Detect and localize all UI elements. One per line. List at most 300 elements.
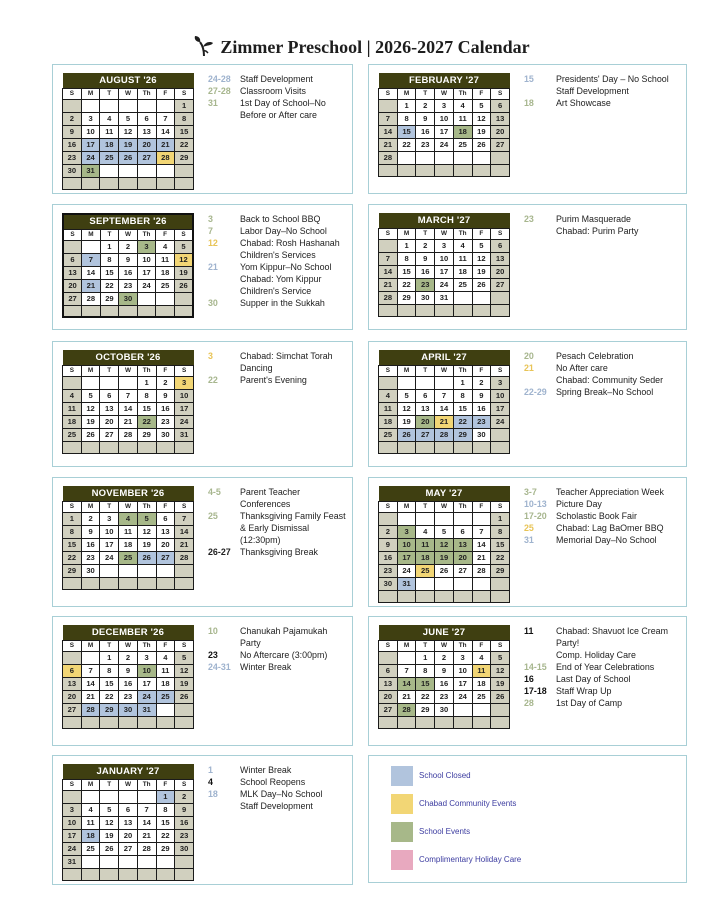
day-cell[interactable]: 30 xyxy=(63,164,82,177)
day-cell[interactable]: 25 xyxy=(81,842,100,855)
day-cell[interactable]: 2 xyxy=(416,239,435,252)
day-cell[interactable]: 23 xyxy=(416,138,435,151)
day-cell[interactable]: 25 xyxy=(119,551,138,564)
day-cell[interactable]: 10 xyxy=(137,664,156,677)
day-cell[interactable]: 4 xyxy=(81,803,100,816)
day-cell[interactable]: 25 xyxy=(472,690,491,703)
day-cell[interactable]: 24 xyxy=(137,690,156,703)
day-cell[interactable]: 9 xyxy=(63,125,82,138)
day-cell[interactable] xyxy=(472,703,491,716)
day-cell[interactable] xyxy=(137,99,156,112)
day-cell[interactable]: 22 xyxy=(491,551,510,564)
day-cell[interactable]: 20 xyxy=(379,690,398,703)
day-cell[interactable]: 26 xyxy=(119,151,138,164)
day-cell[interactable] xyxy=(453,512,472,525)
day-cell[interactable]: 6 xyxy=(156,512,175,525)
day-cell[interactable]: 15 xyxy=(453,402,472,415)
day-cell[interactable]: 4 xyxy=(63,389,82,402)
day-cell[interactable]: 26 xyxy=(100,842,119,855)
day-cell[interactable]: 14 xyxy=(137,816,156,829)
day-cell[interactable]: 5 xyxy=(472,99,491,112)
day-cell[interactable]: 29 xyxy=(156,842,175,855)
day-cell[interactable]: 16 xyxy=(119,266,138,279)
day-cell[interactable]: 16 xyxy=(119,677,138,690)
day-cell[interactable]: 6 xyxy=(416,389,435,402)
day-cell[interactable]: 26 xyxy=(137,551,156,564)
day-cell[interactable]: 21 xyxy=(397,690,416,703)
day-cell[interactable]: 24 xyxy=(63,842,82,855)
day-cell[interactable]: 22 xyxy=(63,551,82,564)
day-cell[interactable]: 19 xyxy=(472,265,491,278)
day-cell[interactable]: 15 xyxy=(156,816,175,829)
day-cell[interactable]: 27 xyxy=(63,703,82,716)
day-cell[interactable] xyxy=(379,512,398,525)
day-cell[interactable]: 1 xyxy=(453,376,472,389)
day-cell[interactable]: 6 xyxy=(137,112,156,125)
day-cell[interactable]: 6 xyxy=(491,239,510,252)
day-cell[interactable]: 12 xyxy=(472,252,491,265)
day-cell[interactable]: 30 xyxy=(175,842,194,855)
day-cell[interactable]: 4 xyxy=(416,525,435,538)
day-cell[interactable]: 10 xyxy=(137,253,156,266)
day-cell[interactable] xyxy=(416,577,435,590)
day-cell[interactable]: 9 xyxy=(472,389,491,402)
day-cell[interactable] xyxy=(100,376,119,389)
day-cell[interactable]: 5 xyxy=(137,512,156,525)
day-cell[interactable]: 9 xyxy=(119,664,138,677)
day-cell[interactable]: 29 xyxy=(453,428,472,441)
day-cell[interactable]: 6 xyxy=(63,664,82,677)
day-cell[interactable]: 21 xyxy=(379,138,398,151)
day-cell[interactable]: 11 xyxy=(81,816,100,829)
day-cell[interactable]: 24 xyxy=(137,279,156,292)
day-cell[interactable]: 8 xyxy=(416,664,435,677)
day-cell[interactable]: 1 xyxy=(397,239,416,252)
day-cell[interactable]: 21 xyxy=(137,829,156,842)
day-cell[interactable]: 1 xyxy=(491,512,510,525)
day-cell[interactable]: 2 xyxy=(472,376,491,389)
day-cell[interactable] xyxy=(379,99,398,112)
day-cell[interactable]: 23 xyxy=(81,551,100,564)
day-cell[interactable]: 18 xyxy=(472,677,491,690)
day-cell[interactable] xyxy=(81,651,100,664)
day-cell[interactable]: 22 xyxy=(397,278,416,291)
day-cell[interactable]: 26 xyxy=(397,428,416,441)
day-cell[interactable]: 17 xyxy=(63,829,82,842)
day-cell[interactable]: 22 xyxy=(100,690,119,703)
day-cell[interactable] xyxy=(156,99,175,112)
day-cell[interactable] xyxy=(416,376,435,389)
day-cell[interactable]: 30 xyxy=(156,428,175,441)
day-cell[interactable]: 24 xyxy=(435,138,454,151)
day-cell[interactable]: 1 xyxy=(397,99,416,112)
day-cell[interactable]: 7 xyxy=(435,389,454,402)
day-cell[interactable]: 28 xyxy=(82,292,101,305)
day-cell[interactable]: 13 xyxy=(119,816,138,829)
day-cell[interactable]: 17 xyxy=(453,677,472,690)
day-cell[interactable]: 31 xyxy=(81,164,100,177)
day-cell[interactable]: 28 xyxy=(175,551,194,564)
day-cell[interactable]: 11 xyxy=(156,253,175,266)
day-cell[interactable] xyxy=(175,855,194,868)
day-cell[interactable] xyxy=(472,577,491,590)
day-cell[interactable]: 7 xyxy=(379,252,398,265)
day-cell[interactable] xyxy=(81,99,100,112)
day-cell[interactable]: 8 xyxy=(397,112,416,125)
day-cell[interactable]: 30 xyxy=(379,577,398,590)
day-cell[interactable] xyxy=(397,151,416,164)
day-cell[interactable]: 20 xyxy=(491,265,510,278)
day-cell[interactable]: 19 xyxy=(397,415,416,428)
day-cell[interactable]: 4 xyxy=(100,112,119,125)
day-cell[interactable]: 31 xyxy=(137,703,156,716)
day-cell[interactable]: 31 xyxy=(435,291,454,304)
day-cell[interactable] xyxy=(100,99,119,112)
day-cell[interactable]: 19 xyxy=(100,829,119,842)
day-cell[interactable]: 19 xyxy=(174,266,193,279)
day-cell[interactable]: 9 xyxy=(435,664,454,677)
day-cell[interactable]: 13 xyxy=(156,525,175,538)
day-cell[interactable]: 22 xyxy=(397,138,416,151)
day-cell[interactable]: 18 xyxy=(156,266,175,279)
day-cell[interactable]: 27 xyxy=(63,292,82,305)
day-cell[interactable]: 27 xyxy=(379,703,398,716)
day-cell[interactable]: 8 xyxy=(397,252,416,265)
day-cell[interactable]: 3 xyxy=(137,240,156,253)
day-cell[interactable]: 23 xyxy=(119,690,138,703)
day-cell[interactable]: 1 xyxy=(63,512,82,525)
day-cell[interactable]: 16 xyxy=(379,551,398,564)
day-cell[interactable]: 7 xyxy=(175,512,194,525)
day-cell[interactable]: 3 xyxy=(453,651,472,664)
day-cell[interactable]: 5 xyxy=(175,651,194,664)
day-cell[interactable]: 30 xyxy=(472,428,491,441)
day-cell[interactable]: 17 xyxy=(175,402,194,415)
day-cell[interactable]: 3 xyxy=(397,525,416,538)
day-cell[interactable]: 4 xyxy=(156,651,175,664)
day-cell[interactable]: 3 xyxy=(63,803,82,816)
day-cell[interactable]: 16 xyxy=(175,816,194,829)
day-cell[interactable]: 5 xyxy=(100,803,119,816)
day-cell[interactable]: 22 xyxy=(156,829,175,842)
day-cell[interactable]: 13 xyxy=(453,538,472,551)
day-cell[interactable]: 5 xyxy=(397,389,416,402)
day-cell[interactable]: 19 xyxy=(491,677,510,690)
day-cell[interactable]: 16 xyxy=(435,677,454,690)
day-cell[interactable]: 7 xyxy=(379,112,398,125)
day-cell[interactable]: 11 xyxy=(119,525,138,538)
day-cell[interactable]: 17 xyxy=(81,138,100,151)
day-cell[interactable]: 8 xyxy=(63,525,82,538)
day-cell[interactable] xyxy=(379,376,398,389)
day-cell[interactable]: 16 xyxy=(81,538,100,551)
day-cell[interactable]: 13 xyxy=(491,112,510,125)
day-cell[interactable]: 10 xyxy=(453,664,472,677)
day-cell[interactable]: 16 xyxy=(416,125,435,138)
day-cell[interactable]: 25 xyxy=(156,279,175,292)
day-cell[interactable]: 28 xyxy=(137,842,156,855)
day-cell[interactable]: 31 xyxy=(63,855,82,868)
day-cell[interactable] xyxy=(453,703,472,716)
day-cell[interactable] xyxy=(156,164,175,177)
day-cell[interactable] xyxy=(119,164,138,177)
day-cell[interactable]: 15 xyxy=(416,677,435,690)
day-cell[interactable]: 27 xyxy=(453,564,472,577)
day-cell[interactable]: 2 xyxy=(379,525,398,538)
day-cell[interactable]: 14 xyxy=(379,125,398,138)
day-cell[interactable]: 6 xyxy=(379,664,398,677)
day-cell[interactable]: 22 xyxy=(137,415,156,428)
day-cell[interactable]: 5 xyxy=(435,525,454,538)
day-cell[interactable] xyxy=(416,512,435,525)
day-cell[interactable]: 11 xyxy=(100,125,119,138)
day-cell[interactable] xyxy=(119,564,138,577)
day-cell[interactable]: 8 xyxy=(100,253,119,266)
day-cell[interactable]: 15 xyxy=(63,538,82,551)
day-cell[interactable]: 21 xyxy=(175,538,194,551)
day-cell[interactable]: 12 xyxy=(174,253,193,266)
day-cell[interactable]: 26 xyxy=(174,279,193,292)
day-cell[interactable]: 9 xyxy=(379,538,398,551)
day-cell[interactable]: 28 xyxy=(156,151,175,164)
day-cell[interactable]: 11 xyxy=(472,664,491,677)
day-cell[interactable] xyxy=(63,790,82,803)
day-cell[interactable]: 14 xyxy=(379,265,398,278)
day-cell[interactable] xyxy=(137,164,156,177)
day-cell[interactable]: 24 xyxy=(397,564,416,577)
day-cell[interactable]: 16 xyxy=(416,265,435,278)
day-cell[interactable]: 22 xyxy=(175,138,194,151)
day-cell[interactable]: 30 xyxy=(435,703,454,716)
day-cell[interactable]: 24 xyxy=(175,415,194,428)
day-cell[interactable]: 7 xyxy=(82,253,101,266)
day-cell[interactable]: 15 xyxy=(175,125,194,138)
day-cell[interactable]: 20 xyxy=(156,538,175,551)
day-cell[interactable] xyxy=(81,790,100,803)
day-cell[interactable]: 7 xyxy=(156,112,175,125)
day-cell[interactable] xyxy=(119,790,138,803)
day-cell[interactable]: 21 xyxy=(82,279,101,292)
day-cell[interactable]: 18 xyxy=(119,538,138,551)
day-cell[interactable]: 19 xyxy=(175,677,194,690)
day-cell[interactable] xyxy=(100,790,119,803)
day-cell[interactable]: 27 xyxy=(119,842,138,855)
day-cell[interactable]: 10 xyxy=(63,816,82,829)
day-cell[interactable]: 2 xyxy=(156,376,175,389)
day-cell[interactable]: 13 xyxy=(63,677,82,690)
day-cell[interactable]: 22 xyxy=(453,415,472,428)
day-cell[interactable] xyxy=(397,376,416,389)
day-cell[interactable]: 13 xyxy=(379,677,398,690)
day-cell[interactable]: 7 xyxy=(81,664,100,677)
day-cell[interactable] xyxy=(137,564,156,577)
day-cell[interactable]: 11 xyxy=(156,664,175,677)
day-cell[interactable]: 23 xyxy=(472,415,491,428)
day-cell[interactable] xyxy=(82,240,101,253)
day-cell[interactable]: 29 xyxy=(137,428,156,441)
day-cell[interactable]: 2 xyxy=(416,99,435,112)
day-cell[interactable]: 23 xyxy=(63,151,82,164)
day-cell[interactable] xyxy=(379,651,398,664)
day-cell[interactable]: 25 xyxy=(453,138,472,151)
day-cell[interactable]: 26 xyxy=(472,138,491,151)
day-cell[interactable]: 17 xyxy=(491,402,510,415)
day-cell[interactable]: 11 xyxy=(63,402,82,415)
day-cell[interactable]: 17 xyxy=(137,677,156,690)
day-cell[interactable] xyxy=(156,292,175,305)
day-cell[interactable] xyxy=(156,855,175,868)
day-cell[interactable]: 20 xyxy=(100,415,119,428)
day-cell[interactable]: 29 xyxy=(100,292,119,305)
day-cell[interactable] xyxy=(491,703,510,716)
day-cell[interactable]: 21 xyxy=(81,690,100,703)
day-cell[interactable] xyxy=(435,151,454,164)
day-cell[interactable] xyxy=(491,151,510,164)
day-cell[interactable]: 30 xyxy=(119,292,138,305)
day-cell[interactable]: 27 xyxy=(491,278,510,291)
day-cell[interactable]: 3 xyxy=(81,112,100,125)
day-cell[interactable]: 9 xyxy=(416,112,435,125)
day-cell[interactable]: 17 xyxy=(137,266,156,279)
day-cell[interactable] xyxy=(472,291,491,304)
day-cell[interactable] xyxy=(453,577,472,590)
day-cell[interactable] xyxy=(491,577,510,590)
day-cell[interactable]: 22 xyxy=(416,690,435,703)
day-cell[interactable] xyxy=(63,240,82,253)
day-cell[interactable]: 13 xyxy=(491,252,510,265)
day-cell[interactable]: 18 xyxy=(81,829,100,842)
day-cell[interactable] xyxy=(453,151,472,164)
day-cell[interactable]: 12 xyxy=(175,664,194,677)
day-cell[interactable]: 24 xyxy=(435,278,454,291)
day-cell[interactable]: 28 xyxy=(379,151,398,164)
day-cell[interactable]: 17 xyxy=(397,551,416,564)
day-cell[interactable]: 20 xyxy=(119,829,138,842)
day-cell[interactable]: 11 xyxy=(379,402,398,415)
day-cell[interactable]: 15 xyxy=(397,125,416,138)
day-cell[interactable]: 28 xyxy=(119,428,138,441)
day-cell[interactable]: 29 xyxy=(100,703,119,716)
day-cell[interactable]: 9 xyxy=(81,525,100,538)
day-cell[interactable]: 3 xyxy=(100,512,119,525)
day-cell[interactable]: 12 xyxy=(472,112,491,125)
day-cell[interactable]: 10 xyxy=(81,125,100,138)
day-cell[interactable]: 19 xyxy=(119,138,138,151)
day-cell[interactable]: 18 xyxy=(63,415,82,428)
day-cell[interactable] xyxy=(63,99,82,112)
day-cell[interactable]: 31 xyxy=(397,577,416,590)
day-cell[interactable]: 7 xyxy=(397,664,416,677)
day-cell[interactable]: 5 xyxy=(174,240,193,253)
day-cell[interactable]: 7 xyxy=(472,525,491,538)
day-cell[interactable]: 6 xyxy=(63,253,82,266)
day-cell[interactable]: 8 xyxy=(156,803,175,816)
day-cell[interactable]: 20 xyxy=(63,279,82,292)
day-cell[interactable]: 8 xyxy=(453,389,472,402)
day-cell[interactable] xyxy=(435,577,454,590)
day-cell[interactable]: 23 xyxy=(435,690,454,703)
day-cell[interactable]: 4 xyxy=(453,99,472,112)
day-cell[interactable] xyxy=(81,376,100,389)
day-cell[interactable]: 12 xyxy=(435,538,454,551)
day-cell[interactable] xyxy=(119,855,138,868)
day-cell[interactable]: 25 xyxy=(63,428,82,441)
day-cell[interactable]: 7 xyxy=(119,389,138,402)
day-cell[interactable]: 5 xyxy=(119,112,138,125)
day-cell[interactable] xyxy=(416,151,435,164)
day-cell[interactable] xyxy=(435,376,454,389)
day-cell[interactable]: 10 xyxy=(100,525,119,538)
day-cell[interactable]: 23 xyxy=(156,415,175,428)
day-cell[interactable]: 14 xyxy=(81,677,100,690)
day-cell[interactable]: 2 xyxy=(81,512,100,525)
day-cell[interactable]: 1 xyxy=(100,651,119,664)
day-cell[interactable]: 15 xyxy=(397,265,416,278)
day-cell[interactable] xyxy=(156,703,175,716)
day-cell[interactable]: 23 xyxy=(379,564,398,577)
day-cell[interactable]: 21 xyxy=(379,278,398,291)
day-cell[interactable]: 1 xyxy=(156,790,175,803)
day-cell[interactable]: 14 xyxy=(119,402,138,415)
day-cell[interactable] xyxy=(156,564,175,577)
day-cell[interactable] xyxy=(175,564,194,577)
day-cell[interactable]: 21 xyxy=(472,551,491,564)
day-cell[interactable] xyxy=(137,855,156,868)
day-cell[interactable]: 23 xyxy=(175,829,194,842)
day-cell[interactable]: 25 xyxy=(100,151,119,164)
day-cell[interactable] xyxy=(472,151,491,164)
day-cell[interactable]: 23 xyxy=(119,279,138,292)
day-cell[interactable] xyxy=(100,564,119,577)
day-cell[interactable]: 5 xyxy=(81,389,100,402)
day-cell[interactable] xyxy=(491,428,510,441)
day-cell[interactable]: 26 xyxy=(435,564,454,577)
day-cell[interactable]: 18 xyxy=(453,125,472,138)
day-cell[interactable]: 15 xyxy=(137,402,156,415)
day-cell[interactable]: 14 xyxy=(397,677,416,690)
day-cell[interactable]: 26 xyxy=(491,690,510,703)
day-cell[interactable]: 24 xyxy=(453,690,472,703)
day-cell[interactable]: 25 xyxy=(156,690,175,703)
day-cell[interactable]: 4 xyxy=(156,240,175,253)
day-cell[interactable]: 6 xyxy=(453,525,472,538)
day-cell[interactable]: 28 xyxy=(472,564,491,577)
day-cell[interactable]: 28 xyxy=(435,428,454,441)
day-cell[interactable]: 12 xyxy=(119,125,138,138)
day-cell[interactable]: 4 xyxy=(379,389,398,402)
day-cell[interactable]: 20 xyxy=(491,125,510,138)
day-cell[interactable]: 6 xyxy=(491,99,510,112)
day-cell[interactable]: 11 xyxy=(453,112,472,125)
day-cell[interactable]: 10 xyxy=(435,252,454,265)
day-cell[interactable]: 12 xyxy=(137,525,156,538)
day-cell[interactable]: 6 xyxy=(100,389,119,402)
day-cell[interactable]: 19 xyxy=(435,551,454,564)
day-cell[interactable]: 27 xyxy=(137,151,156,164)
day-cell[interactable]: 30 xyxy=(416,291,435,304)
day-cell[interactable] xyxy=(100,855,119,868)
day-cell[interactable] xyxy=(137,292,156,305)
day-cell[interactable]: 20 xyxy=(137,138,156,151)
day-cell[interactable]: 26 xyxy=(472,278,491,291)
day-cell[interactable]: 1 xyxy=(416,651,435,664)
day-cell[interactable]: 18 xyxy=(100,138,119,151)
day-cell[interactable]: 25 xyxy=(379,428,398,441)
day-cell[interactable] xyxy=(397,512,416,525)
day-cell[interactable]: 30 xyxy=(81,564,100,577)
day-cell[interactable]: 7 xyxy=(137,803,156,816)
day-cell[interactable]: 24 xyxy=(491,415,510,428)
